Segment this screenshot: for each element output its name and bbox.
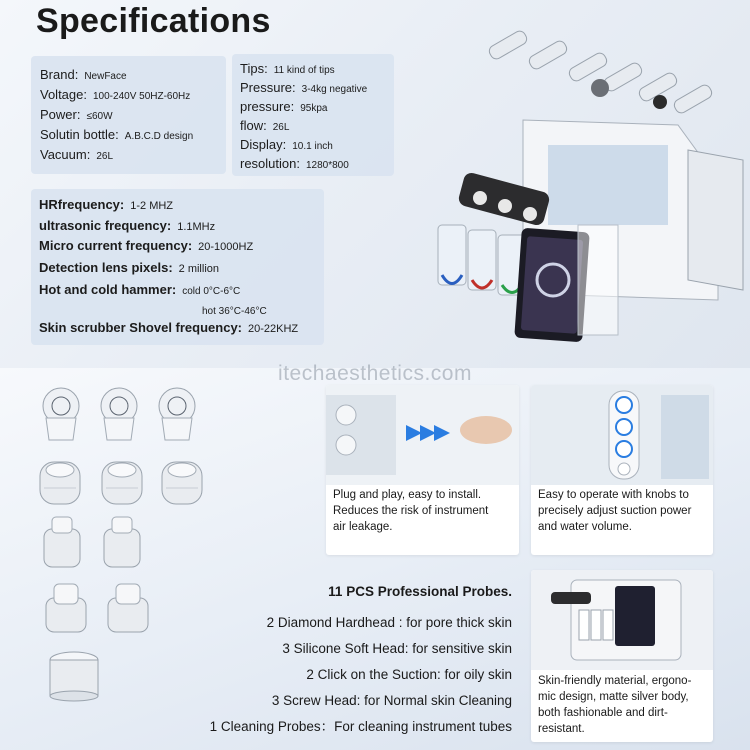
spec-label: HRfrequency: xyxy=(39,197,125,212)
feature-card-plug-and-play xyxy=(326,385,519,555)
probe-list-item: 3 Silicone Soft Head: for sensitive skin xyxy=(282,641,512,656)
spec-label: Tips: xyxy=(240,61,268,76)
spec-value: A.B.C.D design xyxy=(124,131,194,142)
spec-label: Display: xyxy=(240,137,287,152)
spec-label: Brand: xyxy=(40,67,79,82)
feature-line: mic design, matte silver body, xyxy=(538,691,689,703)
spec-row xyxy=(196,301,267,319)
spec-value: 1280*800 xyxy=(305,160,349,171)
spec-value: 26L xyxy=(96,151,114,162)
spec-card-basic xyxy=(31,56,226,174)
spec-value: 20-1000HZ xyxy=(198,241,254,253)
spec-value: 100-240V 50HZ-60Hz xyxy=(93,91,191,102)
silicone-probe-icon xyxy=(158,456,206,513)
spec-value: 3-4kg negative xyxy=(301,84,368,95)
probe-list-item: 2 Diamond Hardhead : for pore thick skin xyxy=(266,615,512,630)
spec-row xyxy=(40,146,113,164)
spec-label: Hot and cold hammer: xyxy=(39,282,177,297)
spec-label: Detection lens pixels: xyxy=(39,260,173,275)
page-title: Specifications xyxy=(36,2,271,40)
feature-line: Skin-friendly material, ergono- xyxy=(538,675,692,687)
spec-label: ultrasonic frequency: xyxy=(39,218,172,233)
feature-description xyxy=(538,487,691,535)
spec-value: 1-2 MHZ xyxy=(130,200,174,212)
silicone-probe-icon xyxy=(36,456,84,513)
spec-label: Pressure: xyxy=(240,80,296,95)
spec-row xyxy=(39,319,298,337)
spec-label: Voltage: xyxy=(40,87,87,102)
feature-description xyxy=(333,487,488,535)
diamond-probe-icon xyxy=(96,384,142,449)
screw-probe-icon xyxy=(42,580,90,641)
spec-row xyxy=(240,117,289,135)
spec-value: hot 36°C-46°C xyxy=(202,306,267,317)
feature-line: and water volume. xyxy=(538,521,632,533)
spec-row xyxy=(240,79,367,97)
cleaning-probe-icon xyxy=(44,648,104,707)
suction-probe-icon xyxy=(40,515,84,576)
knobs-photo xyxy=(531,385,713,485)
spec-row xyxy=(39,196,173,214)
probe-list-item: 1 Cleaning Probes：For cleaning instrument tubes xyxy=(209,719,512,734)
probe-list-item: 3 Screw Head: for Normal skin Cleaning xyxy=(271,693,512,708)
spec-value: NewFace xyxy=(84,71,127,82)
specifications-section xyxy=(0,0,750,368)
spec-label: Vacuum: xyxy=(40,147,91,162)
feature-line: Easy to operate with knobs to xyxy=(538,489,689,501)
spec-row xyxy=(39,281,240,299)
spec-row xyxy=(40,86,190,104)
machine-illustration xyxy=(428,30,750,360)
spec-label: Power: xyxy=(40,107,81,122)
feature-line: both fashionable and dirt- xyxy=(538,707,668,719)
spec-value: 20-22KHZ xyxy=(248,323,299,335)
spec-label: flow: xyxy=(240,118,267,133)
machine-exploded-view xyxy=(428,30,750,360)
feature-card-material xyxy=(531,570,713,742)
feature-line: Reduces the risk of instrument xyxy=(333,505,489,517)
spec-value: 2 million xyxy=(178,263,220,275)
spec-row xyxy=(39,217,215,235)
probe-list xyxy=(120,584,512,740)
feature-description xyxy=(538,673,691,737)
spec-row xyxy=(40,106,113,124)
spec-label: Skin scrubber Shovel frequency: xyxy=(39,320,243,335)
spec-row xyxy=(39,237,253,255)
silicone-probe-icon xyxy=(98,456,146,513)
spec-value: ≤60W xyxy=(86,111,113,122)
spec-card-frequency xyxy=(31,189,324,345)
spec-row xyxy=(40,126,193,144)
feature-line: precisely adjust suction power xyxy=(538,505,692,517)
diamond-probe-icon xyxy=(38,384,84,449)
probe-list-title: 11 PCS Professional Probes. xyxy=(328,584,512,599)
watermark-text: itechaesthetics.com xyxy=(278,362,472,385)
spec-value: 1.1MHz xyxy=(177,221,216,233)
spec-row xyxy=(40,66,127,84)
spec-row xyxy=(240,98,327,116)
spec-label: resolution: xyxy=(240,156,300,171)
feature-line: Plug and play, easy to install. xyxy=(333,489,482,501)
diamond-probe-icon xyxy=(154,384,200,449)
spec-row xyxy=(39,259,219,277)
spec-value: 26L xyxy=(272,122,290,133)
machine-photo xyxy=(531,570,713,670)
spec-label: Solutin bottle: xyxy=(40,127,119,142)
feature-line: resistant. xyxy=(538,723,585,735)
spec-label: pressure: xyxy=(240,99,295,114)
spec-row xyxy=(240,136,333,154)
spec-row xyxy=(240,155,349,173)
spec-row xyxy=(240,60,335,78)
spec-value: cold 0°C-6°C xyxy=(182,286,241,297)
spec-card-display xyxy=(232,54,394,176)
suction-probe-icon xyxy=(100,515,144,576)
feature-card-knobs xyxy=(531,385,713,555)
feature-line: air leakage. xyxy=(333,521,393,533)
spec-value: 10.1 inch xyxy=(292,141,333,152)
probe-list-item: 2 Click on the Suction: for oily skin xyxy=(306,667,512,682)
plug-connector-photo xyxy=(326,385,519,485)
spec-value: 95kpa xyxy=(300,103,328,114)
spec-value: 11 kind of tips xyxy=(273,65,335,76)
spec-label: Micro current frequency: xyxy=(39,238,193,253)
